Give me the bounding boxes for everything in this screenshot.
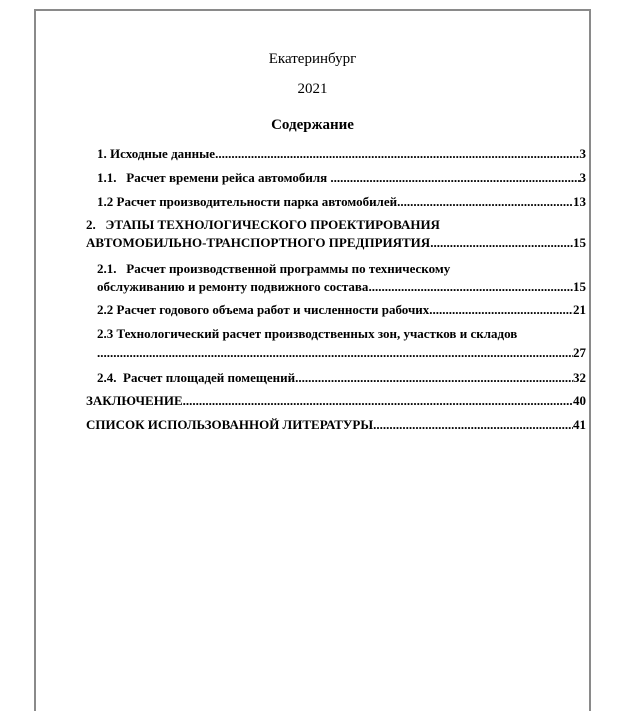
toc-entry-text: 2.4. Расчет площадей помещений: [97, 370, 296, 385]
toc-page-number: 27: [573, 345, 586, 360]
dot-leader: [183, 392, 573, 410]
toc-entry-text: 1. Исходные данные: [97, 146, 216, 161]
toc-page-number: 13: [573, 194, 586, 209]
toc-page-number: 3: [579, 170, 586, 185]
toc-entry-text-line1[interactable]: 2.1. Расчет производственной программы по техническому: [97, 261, 451, 276]
year-text: 2021: [297, 81, 328, 97]
toc-entry-text: 1.1. Расчет времени рейса автомобиля: [97, 170, 331, 185]
dot-leader: [430, 234, 573, 252]
toc-entry[interactable]: [86, 392, 586, 410]
toc-page-number: 40: [573, 393, 586, 408]
toc-entry[interactable]: [97, 344, 586, 362]
toc-page-number: 15: [573, 235, 586, 250]
toc-entry-text: 2.2 Расчет годового объема работ и численности рабочих: [97, 302, 430, 317]
dot-leader: [295, 369, 573, 387]
toc-entry[interactable]: [86, 234, 586, 252]
toc-entry[interactable]: [97, 193, 586, 211]
toc-entry-text: 1.2 Расчет производительности парка автомобилей: [97, 194, 398, 209]
dot-leader: [429, 301, 573, 319]
dot-leader: [330, 169, 579, 187]
toc-entry[interactable]: [97, 369, 586, 387]
document-page: [34, 9, 591, 711]
dot-leader: [368, 278, 573, 296]
toc-entry[interactable]: [97, 278, 586, 296]
toc-entry[interactable]: [86, 416, 586, 434]
toc-entry-text: АВТОМОБИЛЬНО-ТРАНСПОРТНОГО ПРЕДПРИЯТИЯ: [86, 235, 431, 250]
dot-leader: [373, 416, 573, 434]
toc-entry-text: СПИСОК ИСПОЛЬЗОВАННОЙ ЛИТЕРАТУРЫ: [86, 417, 374, 432]
toc-page-number: 32: [573, 370, 586, 385]
toc-page-number: 15: [573, 279, 586, 294]
toc-entry[interactable]: [97, 301, 586, 319]
toc-entry-text: ЗАКЛЮЧЕНИЕ: [86, 393, 183, 408]
toc-heading: Содержание: [271, 117, 354, 133]
toc-entry[interactable]: [97, 145, 586, 163]
city-text: Екатеринбург: [268, 51, 357, 67]
toc-entry[interactable]: [97, 169, 586, 187]
dot-leader: [397, 193, 573, 211]
toc-page-number: 41: [573, 417, 586, 432]
toc-page-number: 21: [573, 302, 586, 317]
toc-page-number: 3: [579, 146, 586, 161]
toc-entry-text-line1[interactable]: 2.3 Технологический расчет производственных зон, участков и складов: [97, 326, 518, 341]
toc-entry-text-line1[interactable]: 2. ЭТАПЫ ТЕХНОЛОГИЧЕСКОГО ПРОЕКТИРОВАНИЯ: [86, 217, 440, 232]
toc-entry-text: обслуживанию и ремонту подвижного состава: [97, 279, 369, 294]
dot-leader: [97, 344, 573, 362]
dot-leader: [215, 145, 579, 163]
